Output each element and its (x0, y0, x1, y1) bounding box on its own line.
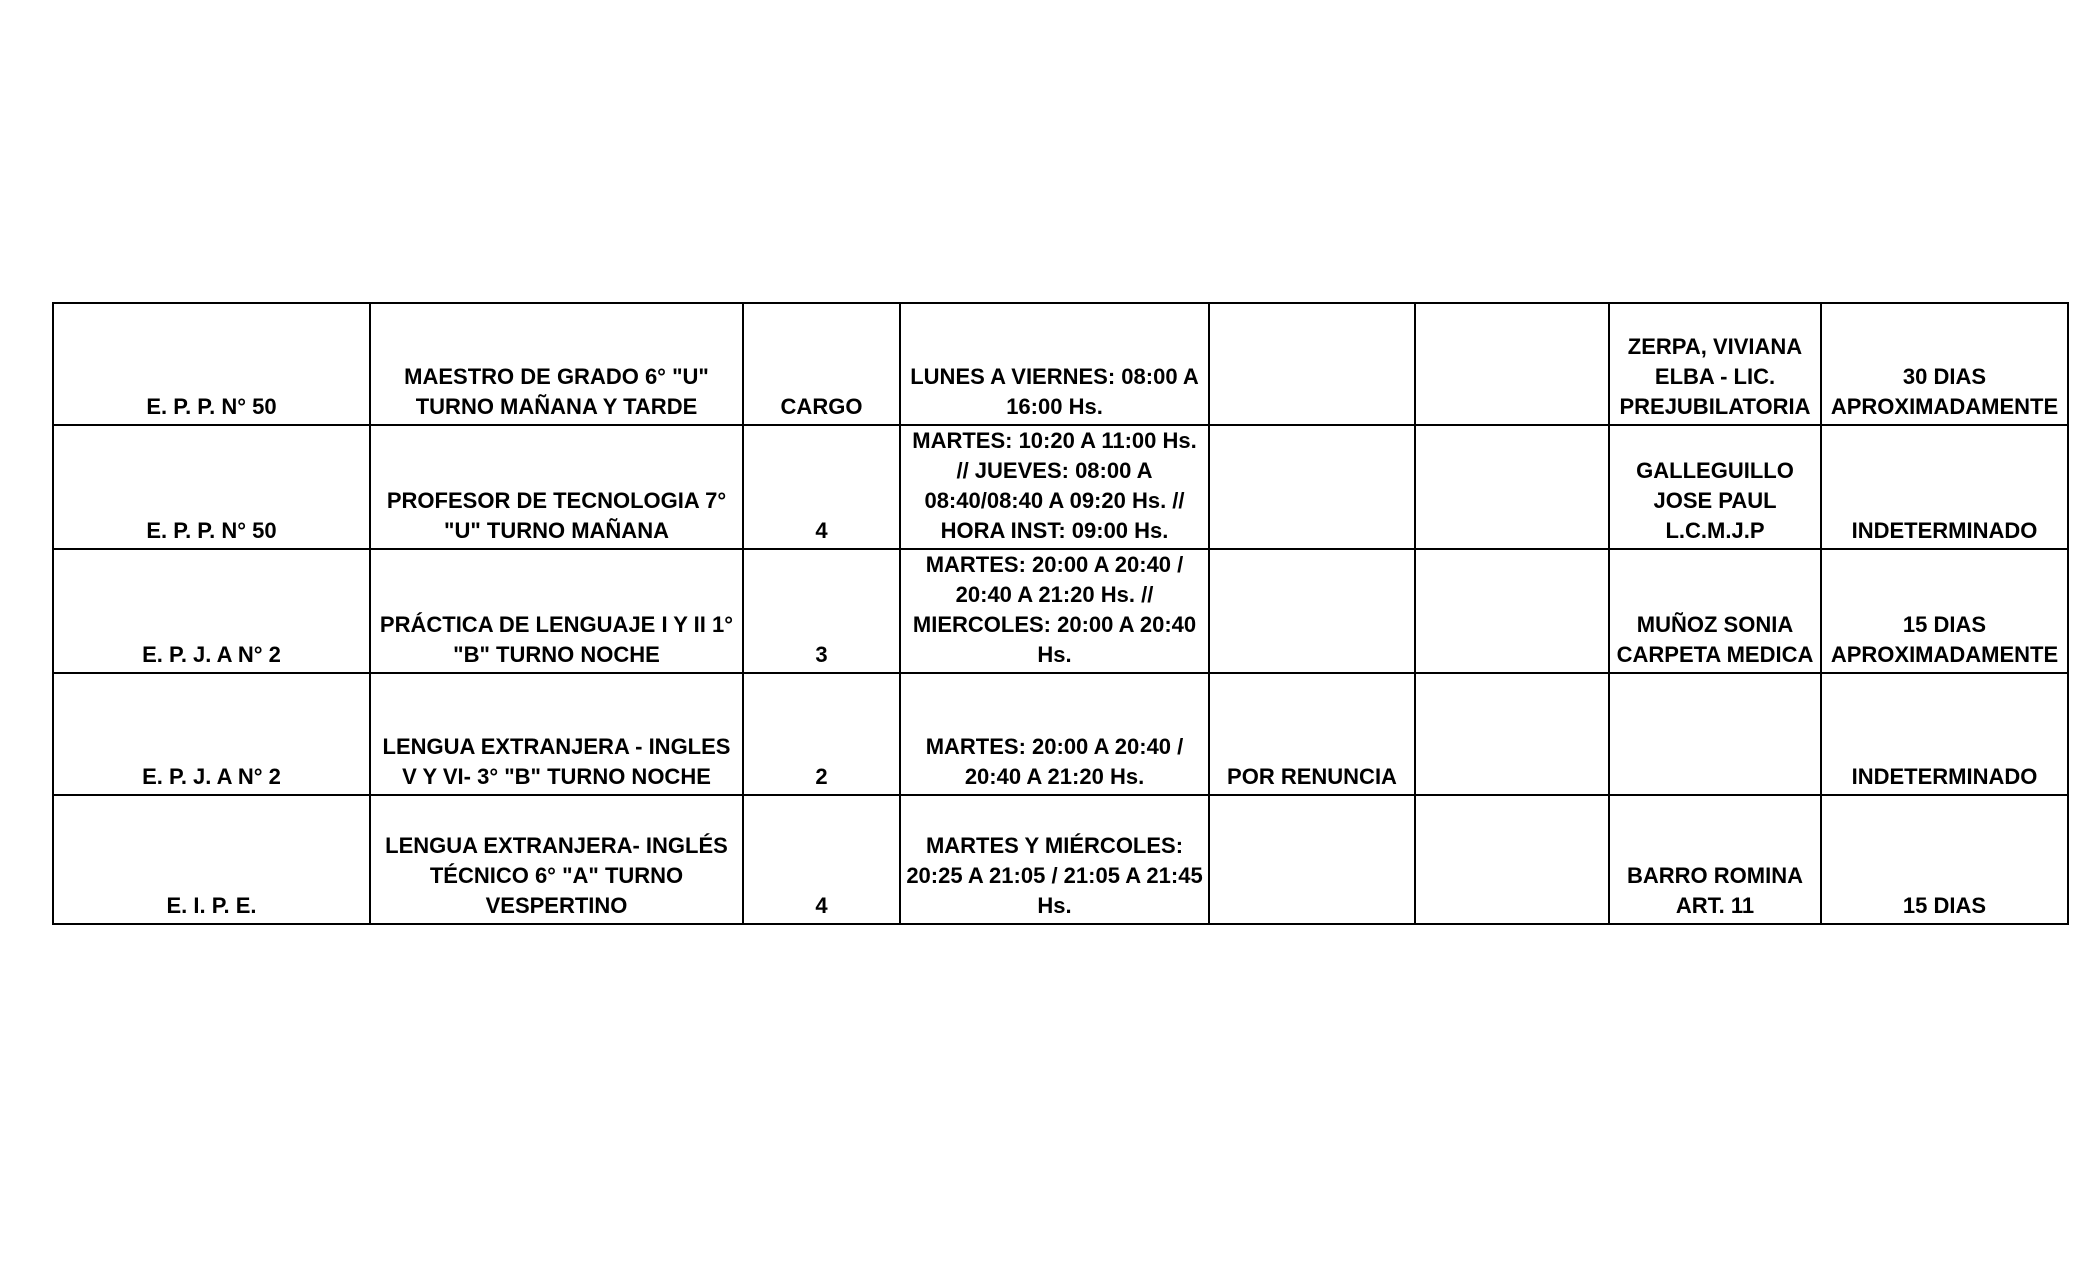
table-row (53, 303, 2068, 425)
extra-cell (1415, 673, 1609, 795)
holder-cell: ZERPA, VIVIANA ELBA - LIC. PREJUBILATORIA (1609, 303, 1821, 425)
subject-cell: PROFESOR DE TECNOLOGIA 7° "U" TURNO MAÑANA (370, 425, 743, 549)
school-cell: E. P. J. A N° 2 (53, 549, 370, 673)
school-cell: E. P. P. N° 50 (53, 303, 370, 425)
reason-cell: POR RENUNCIA (1209, 673, 1415, 795)
holder-cell: BARRO ROMINA ART. 11 (1609, 795, 1821, 924)
duration-cell: INDETERMINADO (1821, 425, 2068, 549)
schedule-cell: LUNES A VIERNES: 08:00 A 16:00 Hs. (900, 303, 1209, 425)
table-row (53, 549, 2068, 673)
reason-cell (1209, 425, 1415, 549)
duration-cell: 15 DIAS APROXIMADAMENTE (1821, 549, 2068, 673)
hours-cell: 4 (743, 425, 900, 549)
extra-cell (1415, 549, 1609, 673)
holder-cell: GALLEGUILLO JOSE PAUL L.C.M.J.P (1609, 425, 1821, 549)
subject-cell: MAESTRO DE GRADO 6° "U" TURNO MAÑANA Y TARDE (370, 303, 743, 425)
reason-cell (1209, 549, 1415, 673)
duration-cell: 30 DIAS APROXIMADAMENTE (1821, 303, 2068, 425)
schedule-cell: MARTES Y MIÉRCOLES: 20:25 A 21:05 / 21:05 A 21:45 Hs. (900, 795, 1209, 924)
hours-cell: 2 (743, 673, 900, 795)
schedule-cell: MARTES: 20:00 A 20:40 / 20:40 A 21:20 Hs. (900, 673, 1209, 795)
hours-cell: CARGO (743, 303, 900, 425)
extra-cell (1415, 425, 1609, 549)
subject-cell: LENGUA EXTRANJERA- INGLÉS TÉCNICO 6° "A" TURNO VESPERTINO (370, 795, 743, 924)
duration-cell: 15 DIAS (1821, 795, 2068, 924)
vacancy-table (52, 302, 2069, 925)
holder-cell (1609, 673, 1821, 795)
school-cell: E. P. P. N° 50 (53, 425, 370, 549)
extra-cell (1415, 303, 1609, 425)
table-row (53, 673, 2068, 795)
extra-cell (1415, 795, 1609, 924)
subject-cell: PRÁCTICA DE LENGUAJE I Y II 1° "B" TURNO NOCHE (370, 549, 743, 673)
schedule-cell: MARTES: 10:20 A 11:00 Hs. // JUEVES: 08:00 A 08:40/08:40 A 09:20 Hs. // HORA INST: 09:00 Hs. (900, 425, 1209, 549)
school-cell: E. I. P. E. (53, 795, 370, 924)
table-row (53, 425, 2068, 549)
reason-cell (1209, 795, 1415, 924)
subject-cell: LENGUA EXTRANJERA - INGLES V Y VI- 3° "B" TURNO NOCHE (370, 673, 743, 795)
holder-cell: MUÑOZ SONIA CARPETA MEDICA (1609, 549, 1821, 673)
hours-cell: 4 (743, 795, 900, 924)
schedule-cell: MARTES: 20:00 A 20:40 / 20:40 A 21:20 Hs. // MIERCOLES: 20:00 A 20:40 Hs. (900, 549, 1209, 673)
school-cell: E. P. J. A N° 2 (53, 673, 370, 795)
reason-cell (1209, 303, 1415, 425)
duration-cell: INDETERMINADO (1821, 673, 2068, 795)
hours-cell: 3 (743, 549, 900, 673)
table-row (53, 795, 2068, 924)
